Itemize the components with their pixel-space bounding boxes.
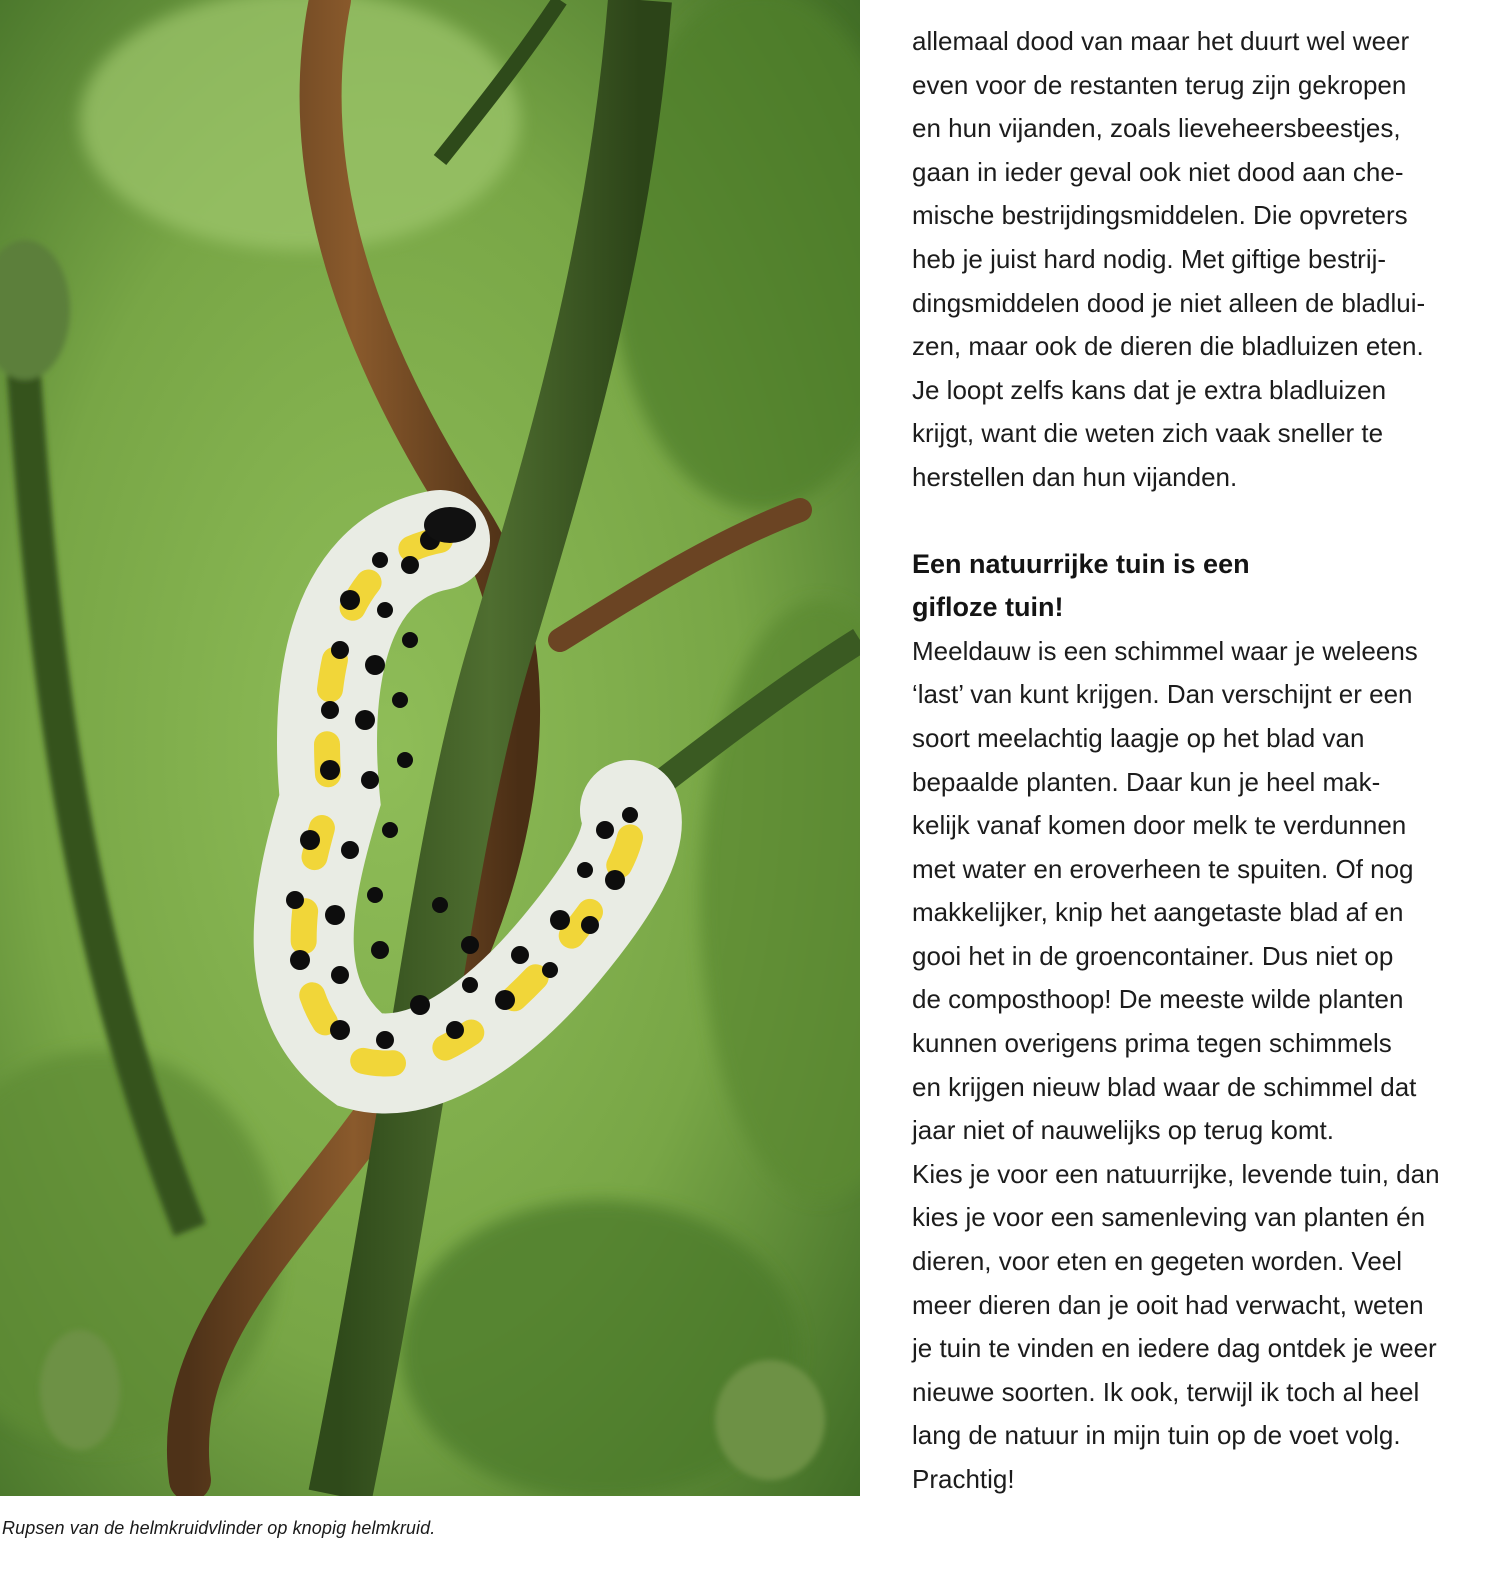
text-line: even voor de restanten terug zijn gekropen	[912, 69, 1407, 100]
heading-line: Een natuurrijke tuin is een	[912, 548, 1250, 579]
intro-paragraph	[912, 20, 1482, 500]
text-line: mische bestrijdingsmiddelen. Die opvreters	[912, 200, 1408, 231]
body-paragraph	[912, 630, 1482, 1502]
text-line: en krijgen nieuw blad waar de schimmel dat	[912, 1071, 1417, 1102]
text-line: nieuwe soorten. Ik ook, terwijl ik toch al heel	[912, 1376, 1420, 1407]
text-line: dingsmiddelen dood je niet alleen de bladlui-	[912, 287, 1426, 318]
text-line: lang de natuur in mijn tuin op de voet volg.	[912, 1420, 1401, 1451]
text-line: soort meelachtig laagje op het blad van	[912, 722, 1365, 753]
heading-line: gifloze tuin!	[912, 592, 1064, 623]
text-line: zen, maar ook de dieren die bladluizen eten.	[912, 331, 1424, 362]
photo-caption: Rupsen van de helmkruidvlinder op knopig helmkruid.	[2, 1518, 436, 1538]
text-line: de composthoop! De meeste wilde planten	[912, 984, 1404, 1015]
article-text	[912, 20, 1482, 1502]
text-line: jaar niet of nauwelijks op terug komt.	[912, 1115, 1334, 1146]
text-line: en hun vijanden, zoals lieveheersbeestjes,	[912, 113, 1401, 144]
text-line: makkelijker, knip het aangetaste blad af en	[912, 897, 1404, 928]
text-line: ‘last’ van kunt krijgen. Dan verschijnt er een	[912, 679, 1413, 710]
text-line: dieren, voor eten en gegeten worden. Veel	[912, 1246, 1403, 1277]
text-line: kunnen overigens prima tegen schimmels	[912, 1028, 1392, 1059]
section-heading	[912, 543, 1482, 630]
text-line: gaan in ieder geval ook niet dood aan che-	[912, 156, 1404, 187]
text-line: Meeldauw is een schimmel waar je weleens	[912, 635, 1418, 666]
text-line: met water en eroverheen te spuiten. Of nog	[912, 853, 1414, 884]
text-line: gooi het in de groencontainer. Dus niet op	[912, 940, 1394, 971]
text-line: heb je juist hard nodig. Met giftige bestrij-	[912, 243, 1387, 274]
text-line: Je loopt zelfs kans dat je extra bladluizen	[912, 374, 1387, 405]
text-line: Prachtig!	[912, 1464, 1015, 1494]
text-line: bepaalde planten. Daar kun je heel mak-	[912, 766, 1381, 797]
text-line: je tuin te vinden en iedere dag ontdek je weer	[912, 1333, 1437, 1364]
text-line: herstellen dan hun vijanden.	[912, 461, 1238, 492]
text-line: kies je voor een samenleving van planten én	[912, 1202, 1426, 1233]
text-line: Kies je voor een natuurrijke, levende tuin, dan	[912, 1158, 1440, 1189]
text-line: allemaal dood van maar het duurt wel weer	[912, 26, 1410, 56]
text-line: meer dieren dan je ooit had verwacht, weten	[912, 1289, 1424, 1320]
text-line: krijgt, want die weten zich vaak sneller te	[912, 418, 1384, 449]
text-line: kelijk vanaf komen door melk te verdunnen	[912, 810, 1407, 841]
